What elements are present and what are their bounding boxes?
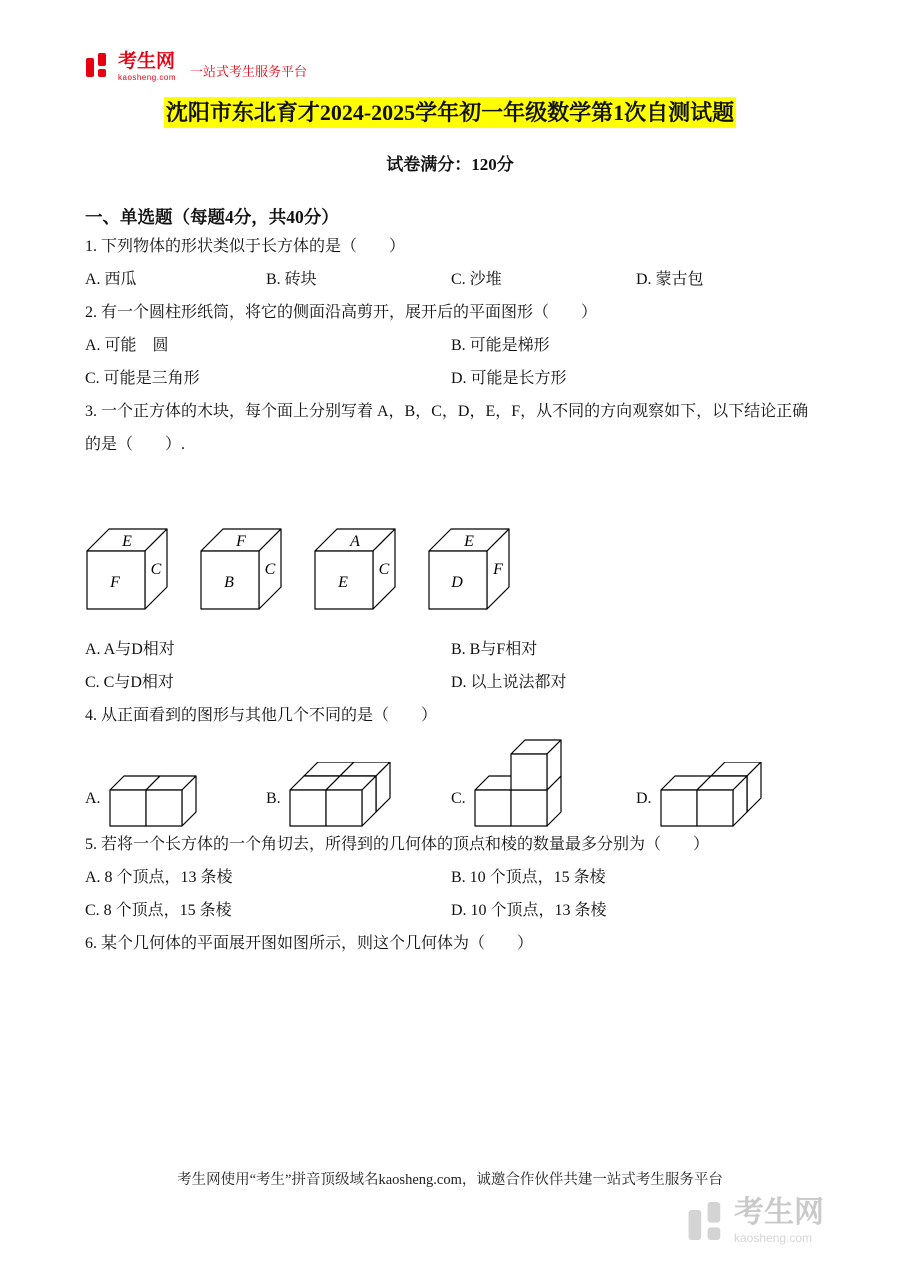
section-heading: 一、单选题（每题4分，共40分）: [85, 207, 339, 227]
svg-text:F: F: [493, 561, 503, 578]
q5-option-a: A. 8 个顶点，13 条棱: [85, 869, 233, 886]
q1-stem: 1. 下列物体的形状类似于长方体的是（ ）: [85, 238, 406, 255]
q3-options-row1: [85, 633, 815, 666]
q4-option-c-label: C.: [451, 790, 466, 807]
svg-text:B: B: [224, 574, 234, 591]
q2-option-a: A. 可能 圆: [85, 337, 169, 354]
q1-option-b: B. 砖块: [266, 271, 317, 288]
watermark-logo-text: 考生网: [734, 1196, 824, 1229]
q4-figure-b: [289, 762, 393, 828]
q4-option-d: [636, 762, 815, 828]
logo-text: 考生网: [118, 51, 176, 72]
svg-text:E: E: [122, 533, 132, 550]
q1-option-a: A. 西瓜: [85, 271, 137, 288]
q5-options-row1: [85, 861, 815, 894]
svg-text:F: F: [236, 533, 246, 550]
q3-cube-4: [427, 521, 513, 613]
q3-option-d: D. 以上说法都对: [451, 674, 567, 691]
q1-option-c: C. 沙堆: [451, 271, 502, 288]
q3-option-a: A. A与D相对: [85, 641, 175, 658]
q3-cube-2: [199, 521, 285, 613]
watermark: [687, 1198, 824, 1244]
watermark-logo-domain: kaosheng.com: [734, 1231, 813, 1245]
q3-option-c: C. C与D相对: [85, 674, 174, 691]
svg-text:E: E: [464, 533, 474, 550]
exam-title: [85, 96, 815, 130]
logo-domain: kaosheng.com: [118, 73, 177, 82]
svg-text:A: A: [350, 533, 360, 550]
q2-option-b: B. 可能是梯形: [451, 337, 550, 354]
q4-option-a-label: A.: [85, 790, 101, 807]
svg-text:C: C: [264, 561, 276, 578]
q4-figure-c: [474, 738, 564, 828]
svg-text:E: E: [338, 574, 348, 591]
q2-stem: 2. 有一个圆柱形纸筒，将它的侧面沿高剪开，展开后的平面图形（ ）: [85, 304, 598, 321]
q2-option-c: C. 可能是三角形: [85, 370, 200, 387]
q3-cube-3: [313, 521, 399, 613]
q2-options-row1: [85, 329, 815, 362]
svg-text:C: C: [378, 561, 390, 578]
exam-total-score: 试卷满分：120分: [386, 155, 514, 174]
q3-options-row2: [85, 666, 815, 699]
watermark-text-block: [734, 1198, 824, 1244]
q5-stem: 5. 若将一个长方体的一个角切去，所得到的几何体的顶点和棱的数量最多分别为（ ）: [85, 836, 710, 853]
q4-option-d-label: D.: [636, 790, 652, 807]
svg-text:C: C: [150, 561, 162, 578]
q4-option-b: [266, 762, 451, 828]
q5-option-c: C. 8 个顶点，15 条棱: [85, 902, 232, 919]
svg-text:D: D: [451, 574, 463, 591]
q4-figure-d: [660, 762, 764, 828]
q1-option-d: D. 蒙古包: [636, 271, 704, 288]
q4-option-b-label: B.: [266, 790, 281, 807]
footer-text: 考生网使用“考生”拼音顶级域名kaosheng.com，诚邀合作伙伴共建一站式考生服务平台: [177, 1172, 723, 1188]
q5-option-d: D. 10 个顶点，13 条棱: [451, 902, 607, 919]
kaosheng-logo-icon: [85, 52, 109, 78]
exam-title-highlight: 沈阳市东北育才2024-2025学年初一年级数学第1次自测试题: [164, 97, 736, 128]
site-header: [85, 0, 815, 82]
svg-text:F: F: [110, 574, 120, 591]
logo-text-block: [118, 52, 176, 82]
q4-stem: 4. 从正面看到的图形与其他几个不同的是（ ）: [85, 707, 438, 724]
q4-figure-a: [109, 774, 201, 828]
q5-option-b: B. 10 个顶点，15 条棱: [451, 869, 606, 886]
q2-options-row2: [85, 362, 815, 395]
q3-cube-figures: [85, 521, 815, 613]
q3-stem: 3. 一个正方体的木块，每个面上分别写着 A，B，C，D，E，F，从不同的方向观察如下，以下结论正确的是（ ）.: [85, 403, 809, 453]
q1-options: [85, 263, 815, 296]
q3-cube-1: [85, 521, 171, 613]
q4-figure-options: [85, 738, 815, 828]
q4-option-c: [451, 738, 636, 828]
q2-option-d: D. 可能是长方形: [451, 370, 567, 387]
q6-stem: 6. 某个几何体的平面展开图如图所示，则这个几何体为（ ）: [85, 935, 534, 952]
q4-option-a: [85, 774, 266, 828]
watermark-logo-icon: [687, 1200, 725, 1242]
q5-options-row2: [85, 894, 815, 927]
q3-option-b: B. B与F相对: [451, 641, 538, 658]
logo-slogan: 一站式考生服务平台: [190, 64, 308, 79]
